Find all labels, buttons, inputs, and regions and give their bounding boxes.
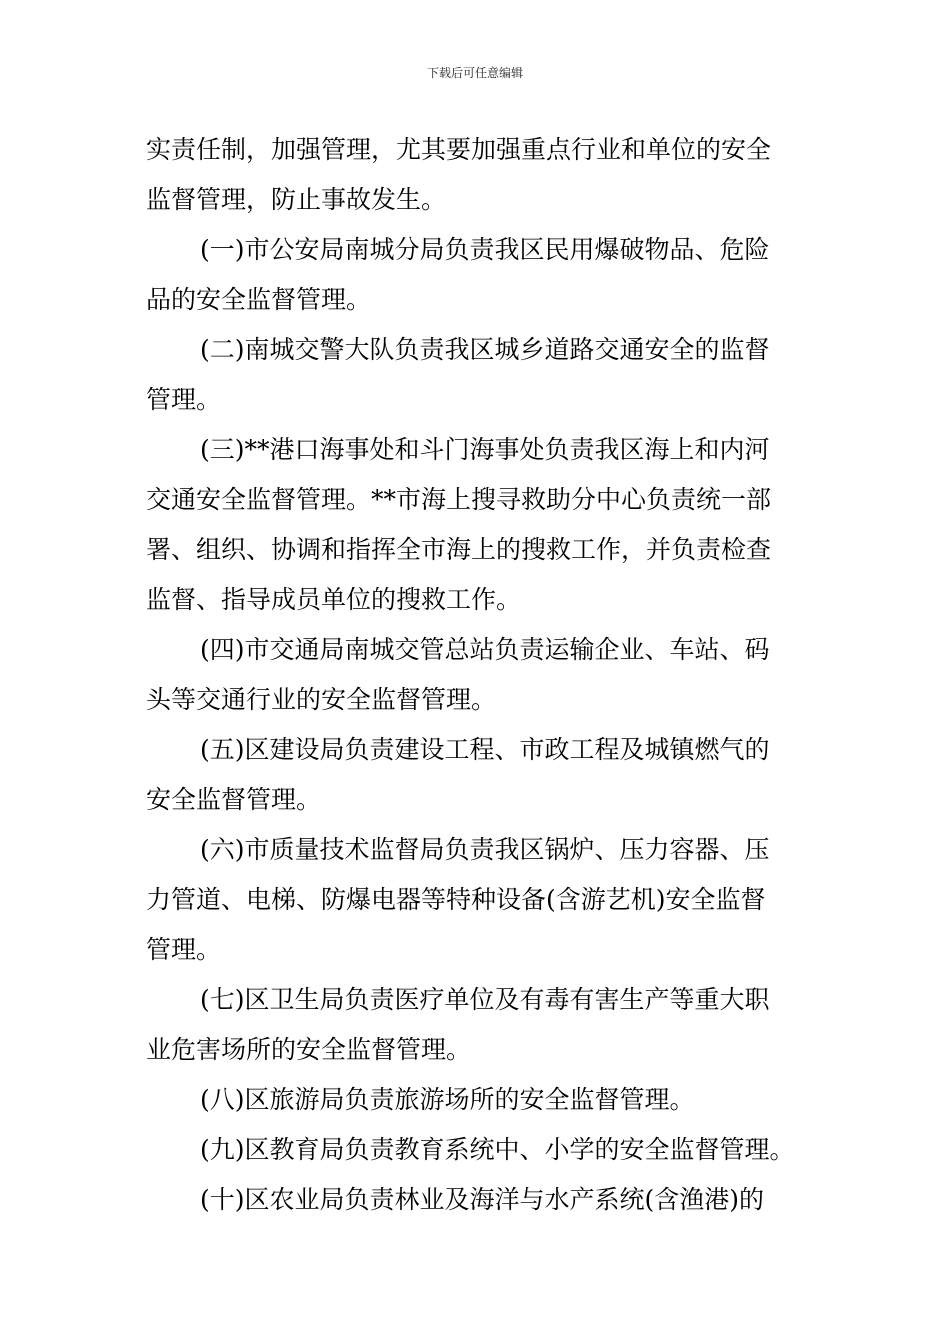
text-line: 管理。 — [146, 385, 222, 414]
text-line: 管理。 — [146, 935, 222, 964]
text-line: (三)**港口海事处和斗门海事处负责我区海上和内河 — [200, 435, 770, 464]
text-line: (六)市质量技术监督局负责我区锅炉、压力容器、压 — [200, 835, 770, 864]
text-line: 力管道、电梯、防爆电器等特种设备(含游艺机)安全监督 — [146, 885, 766, 914]
text-line: 交通安全监督管理。**市海上搜寻救助分中心负责统一部 — [146, 485, 772, 514]
text-line: 头等交通行业的安全监督管理。 — [146, 685, 497, 714]
text-line: 监督管理，防止事故发生。 — [146, 185, 447, 214]
text-line: (一)市公安局南城分局负责我区民用爆破物品、危险 — [200, 235, 770, 264]
text-line: (八)区旅游局负责旅游场所的安全监督管理。 — [200, 1085, 695, 1114]
page-header-note: 下载后可任意编辑 — [426, 66, 523, 80]
text-line: (五)区建设局负责建设工程、市政工程及城镇燃气的 — [200, 735, 770, 764]
text-line: (四)市交通局南城交管总站负责运输企业、车站、码 — [200, 635, 770, 664]
text-line: (九)区教育局负责教育系统中、小学的安全监督管理。 — [200, 1135, 795, 1164]
document-body — [146, 125, 806, 1225]
text-line: 品的安全监督管理。 — [146, 285, 372, 314]
text-line: (十)区农业局负责林业及海洋与水产系统(含渔港)的 — [200, 1185, 765, 1214]
text-line: 实责任制，加强管理，尤其要加强重点行业和单位的安全 — [146, 135, 772, 164]
text-line: 监督、指导成员单位的搜救工作。 — [146, 585, 522, 614]
text-line: 署、组织、协调和指挥全市海上的搜救工作，并负责检查 — [146, 535, 772, 564]
text-line: (二)南城交警大队负责我区城乡道路交通安全的监督 — [200, 335, 770, 364]
text-line: 业危害场所的安全监督管理。 — [146, 1035, 472, 1064]
text-line: 安全监督管理。 — [146, 785, 322, 814]
text-line: (七)区卫生局负责医疗单位及有毒有害生产等重大职 — [200, 985, 770, 1014]
